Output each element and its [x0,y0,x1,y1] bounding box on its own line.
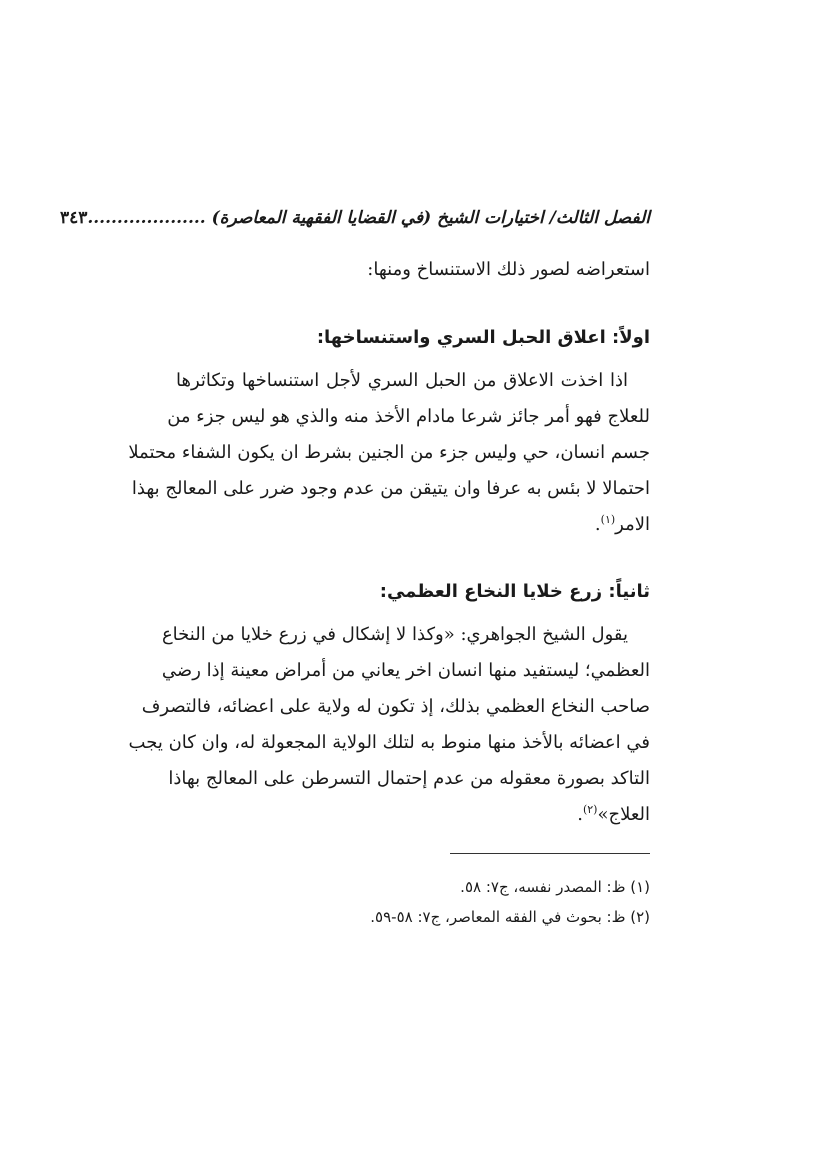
footnote-reference-1[interactable]: (١) [600,513,616,526]
paragraph-line: اذا اخذت الاعلاق من الحبل السري لأجل استنساخها وتكاثرها [176,370,628,391]
page-number: ٣٤٣ [59,208,88,228]
intro-line: استعراضه لصور ذلك الاستنساخ ومنها: [367,259,650,280]
footnote-1: (١) ظ: المصدر نفسه، ج٧: ٥٨. [460,878,650,896]
footnote-divider [450,853,650,854]
sentence-end: . [594,514,601,535]
running-header [59,208,650,244]
paragraph-line-text: العلاج» [597,804,650,825]
section-paragraph-1 [128,363,650,543]
paragraph-line-text: الامر [615,514,650,535]
paragraph-line: في اعضائه بالأخذ منها منوط به لتلك الولاية المجعولة له، وان كان يجب [128,732,650,753]
paragraph-line: احتمالا لا بئس به عرفا وان يتيقن من عدم وجود ضرر على المعالج بهذا [131,478,650,499]
sentence-end: . [577,804,583,825]
paragraph-line: يقول الشيخ الجواهري: «وكذا لا إشكال في زرع خلايا من النخاع [161,624,628,645]
paragraph-line: صاحب النخاع العظمي بذلك، إذ تكون له ولاية على اعضائه، فالتصرف [141,696,650,717]
paragraph-last-line [176,797,650,833]
paragraph-line: للعلاج فهو أمر جائز شرعا مادام الأخذ منه والذي هو ليس جزء من [167,406,650,427]
footnotes [176,872,650,932]
section-heading-2: ثانياً: زرع خلايا النخاع العظمي: [379,581,650,602]
paragraph-line: التاكد بصورة معقوله من عدم إحتمال التسرطن على المعالج بهاذا [168,768,650,789]
footnote-2: (٢) ظ: بحوث في الفقه المعاصر، ج٧: ٥٨-٥٩. [370,908,650,926]
footnote-reference-2[interactable]: (٢) [582,803,598,816]
paragraph-line: العظمي؛ ليستفيد منها انسان اخر يعاني من أمراض معينة إذا رضي [161,660,650,681]
paragraph-line: جسم انسان، حي وليس جزء من الجنين بشرط ان يكون الشفاء محتملا [128,442,650,463]
chapter-title: الفصل الثالث/ اختيارات الشيخ (في القضايا الفقهية المعاصرة) .................... [87,208,650,228]
paragraph-last-line [176,507,650,543]
intro-paragraph [176,252,650,288]
section-paragraph-2 [128,617,650,833]
section-heading-1: اولاً: اعلاق الحبل السري واستنساخها: [316,327,650,348]
